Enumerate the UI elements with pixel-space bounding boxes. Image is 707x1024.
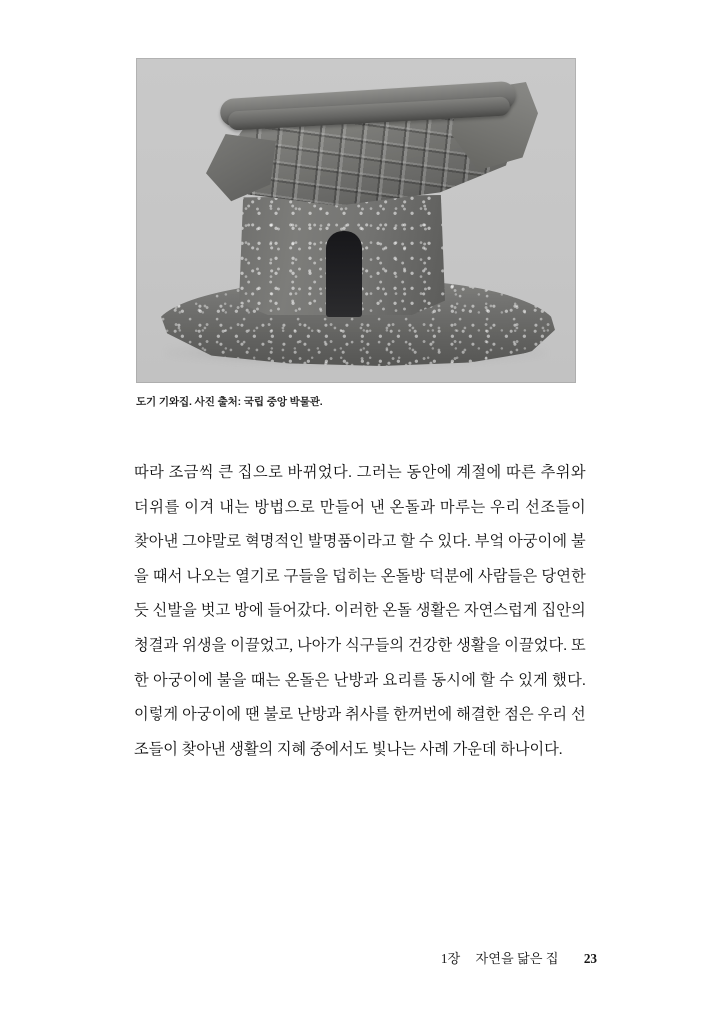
body-line: 더 위 를 이 겨 내 는 방 법 으 로 만 들 어 낸 온 돌 과 마 루 는 우 리 선 조 들 이	[134, 498, 586, 516]
body-line: 조들이 찾아낸 생활의 지혜 중에서도 빛나는 사례 가운데 하나이다.	[134, 740, 563, 758]
body-line: 이 렇 게 아 궁 이 에 땐 불 로 난 방 과 취 사 를 한 꺼 번 에 해 결 한 점 은 우 리 선	[134, 706, 586, 724]
body-line: 을 때 서 나 오 는 열 기 로 구 들 을 덥 히 는 온 돌 방 덕 분 에 사 람 들 은 당 연 한	[134, 567, 586, 585]
figure-caption: 도기 기와집. 사진 출처: 국립 중앙 박물관.	[136, 396, 323, 408]
tiled-roof	[208, 80, 528, 212]
footer-chapter-title: 자연을 닮은 집	[475, 951, 559, 966]
body-paragraph	[134, 456, 586, 767]
photograph-earthenware-house-model	[136, 58, 576, 383]
doorway-opening	[326, 231, 362, 317]
figure-photo	[136, 58, 576, 383]
footer-page-number: 23	[583, 951, 597, 966]
artifact-illustration	[136, 58, 576, 383]
page-footer	[0, 948, 707, 967]
body-line: 듯 신 발 을 벗 고 방 에 들 어 갔 다 . 이 러 한 온 돌 생 활 은 자 연 스 럽 게 집 안 의	[134, 602, 586, 620]
body-line: 청 결 과 위 생 을 이 끌 었 고 , 나 아 가 식 구 들 의 건 강 한 생 활 을 이 끌 었 다 . 또	[134, 636, 586, 654]
body-line: 따 라 조 금 씩 큰 집 으 로 바 뀌 었 다 . 그 러 는 동 안 에 계 절 에 따 른 추 위 와	[134, 464, 586, 481]
body-line: 찾 아 낸 그 야 말 로 혁 명 적 인 발 명 품 이 라 고 할 수 있 다 . 부 엌 아 궁 이 에 불	[134, 533, 586, 551]
footer-chapter-number: 1장	[440, 951, 461, 966]
body-line: 한 아 궁 이 에 불 을 때 는 온 돌 은 난 방 과 요 리 를 동 시 에 할 수 있 게 했 다 .	[134, 671, 586, 689]
